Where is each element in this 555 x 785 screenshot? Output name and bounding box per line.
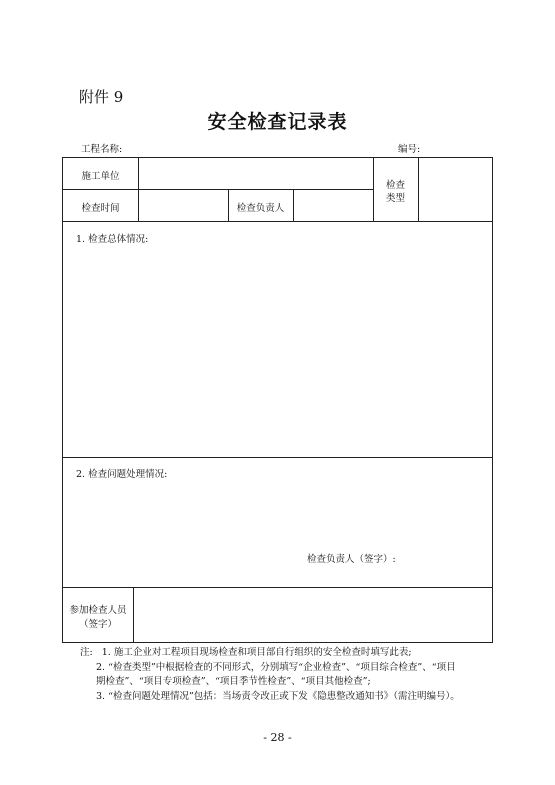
number-label: 编号: [398, 144, 421, 155]
row-divider-2 [63, 221, 492, 222]
row-divider-4 [63, 587, 492, 588]
inspection-record-form [62, 157, 493, 643]
form-title: 安全检查记录表 [207, 111, 348, 133]
participants-label-2: （签字） [78, 619, 117, 630]
note-line-1 [80, 646, 460, 661]
col-divider-1 [138, 158, 139, 221]
note-line-4: 3. “检查问题处理情况”包括：当场责令改正或下发《隐患整改通知书》（需注明编号）。 [96, 690, 460, 702]
note-text-1: 1. 施工企业对工程项目现场检查和项目部自行组织的安全检查时填写此表; [101, 647, 412, 658]
col-divider-3 [293, 189, 294, 221]
construction-unit-label: 施工单位 [81, 171, 120, 182]
attachment-label: 附件 9 [79, 88, 124, 106]
row-divider-1 [63, 189, 373, 190]
page-number: - 28 - [263, 731, 292, 744]
lead-signature-label: 检查负责人（签字）: [307, 554, 396, 565]
project-name-label: 工程名称: [81, 144, 123, 155]
inspection-time-label: 检查时间 [81, 203, 120, 214]
inspection-lead-label: 检查负责人 [236, 203, 285, 214]
issue-handling-label: 2. 检查问题处理情况: [76, 469, 168, 480]
participants-label-1: 参加检查人员 [69, 605, 127, 616]
note-line-3: 期检查”、“项目专项检查”、“项目季节性检查”、“项目其他检查”; [96, 676, 371, 687]
row-divider-3 [63, 457, 492, 458]
inspection-type-label-2: 类型 [385, 193, 405, 204]
notes-prefix: 注: [80, 647, 93, 658]
notes-section [80, 646, 460, 704]
col-divider-6 [133, 587, 134, 642]
overall-situation-label: 1. 检查总体情况: [76, 234, 149, 245]
note-line-2: 2. “检查类型”中根据检查的不同形式，分别填写“企业检查”、“项目综合检查”、“项目 [96, 661, 456, 673]
col-divider-5 [418, 158, 419, 221]
inspection-type-label-1: 检查 [385, 180, 405, 191]
